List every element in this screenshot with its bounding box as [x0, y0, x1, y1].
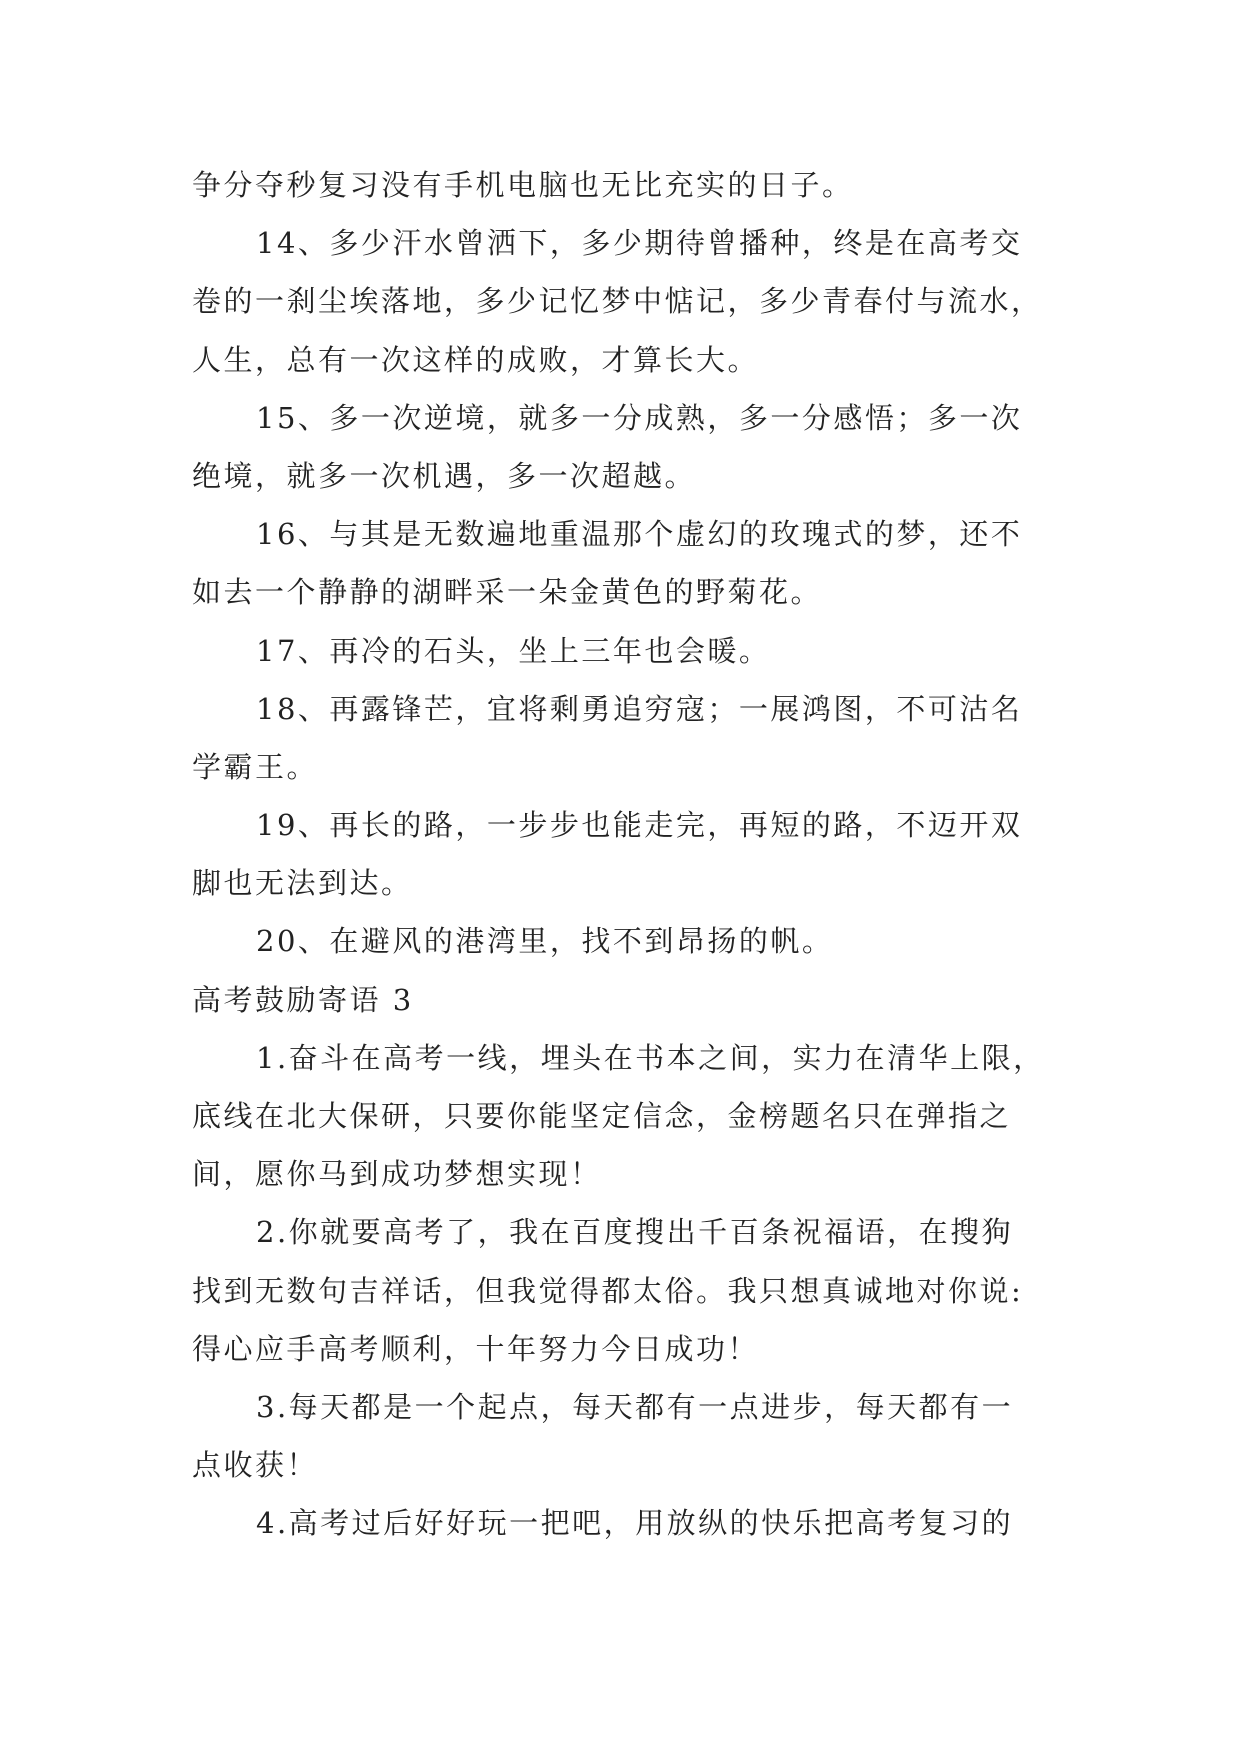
text-line: 1.奋斗在高考一线，埋头在书本之间，实力在清华上限， [256, 1040, 1045, 1075]
text-line: 找到无数句吉祥话，但我觉得都太俗。我只想真诚地对你说: [192, 1273, 1024, 1308]
text-line: 14、多少汗水曾洒下，多少期待曾播种，终是在高考交 [256, 226, 1023, 261]
text-line: 得心应手高考顺利，十年努力今日成功！ [192, 1331, 760, 1366]
text-line: 18、再露锋芒，宜将剩勇追穷寇；一展鸿图，不可沽名 [256, 691, 1023, 726]
text-line: 15、多一次逆境，就多一分成熟，多一分感悟；多一次 [256, 400, 1023, 435]
text-line: 争分夺秒复习没有手机电脑也无比充实的日子。 [192, 168, 854, 202]
text-line: 17、再冷的石头，坐上三年也会暖。 [256, 633, 771, 668]
text-line: 4.高考过后好好玩一把吧，用放纵的快乐把高考复习的 [256, 1506, 1014, 1541]
text-line: 人生，总有一次这样的成败，才算长大。 [192, 342, 760, 377]
text-line: 绝境，就多一次机遇，多一次超越。 [192, 458, 697, 493]
text-line: 卷的一刹尘埃落地，多少记忆梦中惦记，多少青春付与流水， [192, 284, 1043, 319]
text-line: 19、再长的路，一步步也能走完，再短的路，不迈开双 [256, 808, 1023, 843]
text-line: 底线在北大保研，只要你能坚定信念，金榜题名只在弹指之 [192, 1099, 1012, 1133]
text-line: 间，愿你马到成功梦想实现！ [192, 1157, 602, 1192]
text-line: 点收获！ [192, 1448, 319, 1483]
text-line: 脚也无法到达。 [192, 866, 413, 901]
text-line: 如去一个静静的湖畔采一朵金黄色的野菊花。 [192, 575, 823, 610]
document-body [192, 156, 1062, 1553]
text-line: 3.每天都是一个起点，每天都有一点进步，每天都有一 [256, 1389, 1014, 1424]
section-heading: 高考鼓励寄语 3 [192, 982, 414, 1017]
text-line: 2.你就要高考了，我在百度搜出千百条祝福语，在搜狗 [256, 1215, 1014, 1250]
text-line: 20、在避风的港湾里，找不到昂扬的帆。 [256, 924, 834, 959]
text-line: 16、与其是无数遍地重温那个虚幻的玫瑰式的梦，还不 [256, 517, 1023, 552]
text-line: 学霸王。 [192, 749, 319, 784]
